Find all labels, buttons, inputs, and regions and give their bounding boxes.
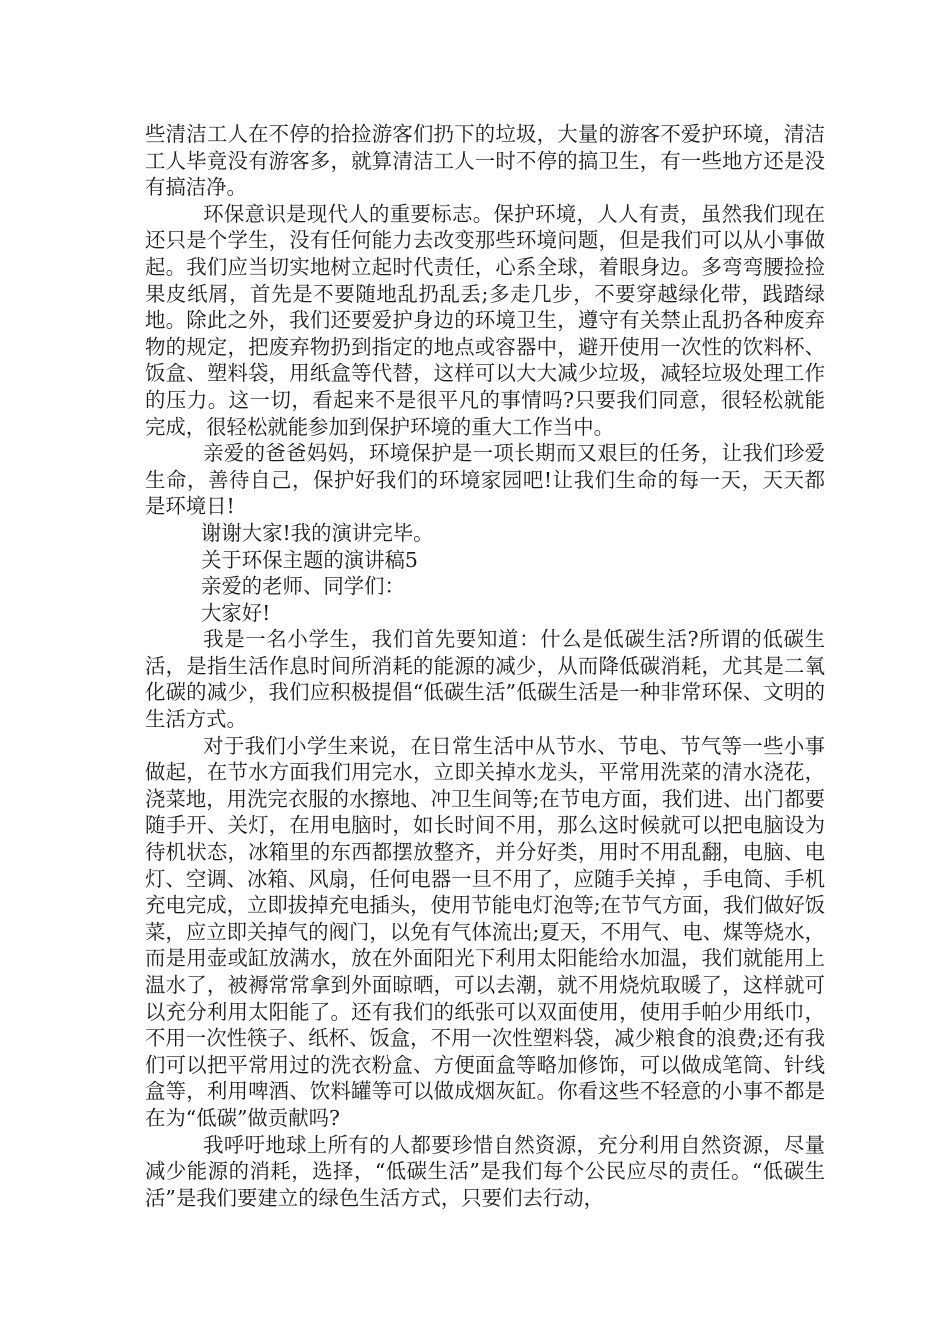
paragraph-cleaners: 些清洁工人在不停的拾捡游客们扔下的垃圾，大量的游客不爱护环境，清洁工人毕竟没有游客多，就算清洁工人一时不停的搞卫生，有一些地方还是没有搞洁净。 bbox=[145, 122, 825, 200]
salutation: 亲爱的老师、同学们： bbox=[201, 574, 405, 599]
paragraph-parents-appeal: 亲爱的爸爸妈妈，环境保护是一项长期而又艰巨的任务，让我们珍爱生命，善待自己，保护好我们的环境家园吧!让我们生命的每一天，天天都是环境日! bbox=[145, 441, 825, 519]
document-body bbox=[145, 121, 825, 1211]
paragraph-low-carbon-definition: 我是一名小学生，我们首先要知道：什么是低碳生活?所谓的低碳生活，是指生活作息时间所消耗的能源的减少，从而降低碳消耗，尤其是二氧化碳的减少，我们应积极提倡“低碳生活”低碳生活是一种非常环保、文明的生活方式。 bbox=[145, 627, 825, 732]
paragraph-daily-saving: 对于我们小学生来说，在日常生活中从节水、节电、节气等一些小事做起，在节水方面我们用完水，立即关掉水龙头，平常用洗菜的清水浇花，浇菜地，用洗完衣服的水擦地、冲卫生间等;在节电方面，我们进、出门都要随手开、关灯，在用电脑时，如长时间不用，那么这时候就可以把电脑设为待机状态，冰箱里的东西都摆放整齐，并分好类，用时不用乱翻，电脑、电灯、空调、冰箱、风扇，任何电器一旦不用了，应随手关掉 ，手电筒、手机充电完成，立即拔掉充电插头，使用节能电灯泡等;在节气方面，我们做好饭菜，应立即关掉气的阀门，以免有气体流出;夏天，不用气、电、煤等烧水，而是用壶或缸放满水，放在外面阳光下利用太阳能给水加温，我们就能用上温水了，被褥常常拿到外面晾晒，可以去潮，就不用烧炕取暖了，这样就可以充分利用太阳能了。还有我们的纸张可以双面使用，使用手帕少用纸巾，不用一次性筷子、纸杯、饭盒，不用一次性塑料袋，减少粮食的浪费;还有我们可以把平常用过的洗衣粉盒、方便面盒等略加修饰，可以做成笔筒、针线盒等，利用啤酒、饮料罐等可以做成烟灰缸。你看这些不轻意的小事不都是在为“低碳”做贡献吗? bbox=[145, 733, 825, 1130]
paragraph-environmental-awareness: 环保意识是现代人的重要标志。保护环境，人人有责，虽然我们现在还只是个学生，没有任何能力去改变那些环境问题，但是我们可以从小事做起。我们应当切实地树立起时代责任，心系全球，着眼身边。多弯弯腰捡捡果皮纸屑，首先是不要随地乱扔乱丢;多走几步，不要穿越绿化带，践踏绿地。除此之外，我们还要爱护身边的环境卫生，遵守有关禁止乱扔各种废弃物的规定，把废弃物扔到指定的地点或容器中，避开使用一次性的饮料杯、饭盒、塑料袋，用纸盒等代替，这样可以大大减少垃圾，减轻垃圾处理工作的压力。这一切，看起来不是很平凡的事情吗?只要我们同意，很轻松就能完成，很轻松就能参加到保护环境的重大工作当中。 bbox=[145, 201, 825, 439]
paragraph-call-to-action: 我呼吁地球上所有的人都要珍惜自然资源，充分利用自然资源，尽量减少能源的消耗，选择，“低碳生活”是我们每个公民应尽的责任。“低碳生活”是我们要建立的绿色生活方式，只要们去行动， bbox=[145, 1132, 825, 1210]
closing-thanks: 谢谢大家!我的演讲完毕。 bbox=[201, 520, 434, 545]
greeting: 大家好! bbox=[201, 600, 271, 625]
speech-title: 关于环保主题的演讲稿5 bbox=[201, 547, 418, 572]
